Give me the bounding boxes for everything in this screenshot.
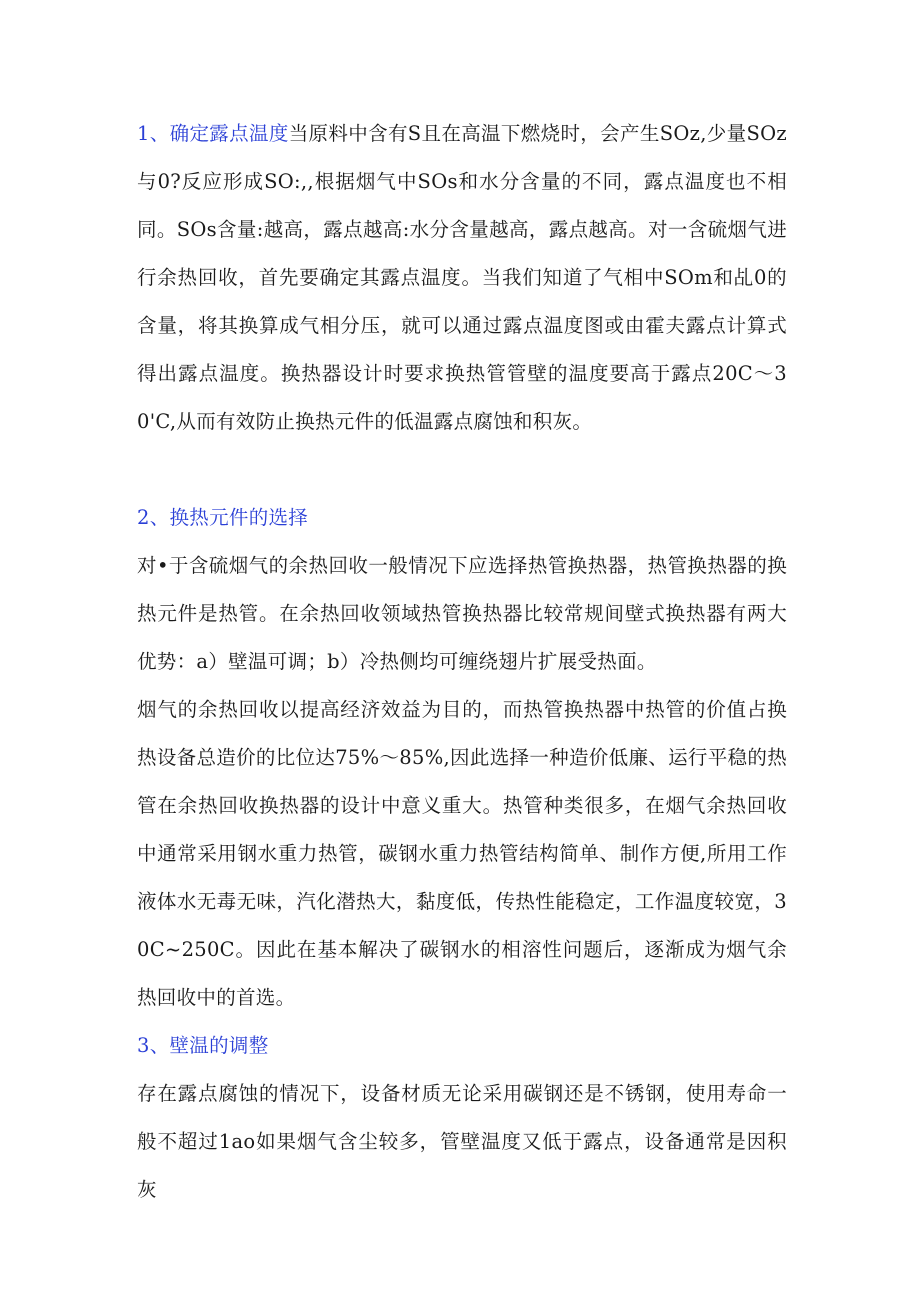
document-body	[137, 110, 787, 1214]
section-2-paragraph-2: 烟气的余热回收以提高经济效益为目的，而热管换热器中热管的价值占换热设备总造价的比位达75%〜85%,因此选择一种造价低廉、运行平稳的热管在余热回收换热器的设计中意义重大。热管种类很多，在烟气余热回收中通常采用钢水重力热管，碳钢水重力热管结构简单、制作方便,所用工作液体水无毒无味，汽化潜热大，黏度低，传热性能稳定，工作温度较宽，30C~250C。因此在基本解决了碳钢水的相溶性问题后，逐渐成为烟气余热回收中的首选。	[137, 698, 787, 1009]
section-3-heading: 3、壁温的调整	[137, 1034, 269, 1057]
section-1-paragraph	[137, 110, 787, 446]
section-1-heading: 1、确定露点温度	[137, 122, 289, 145]
section-3-paragraph: 存在露点腐蚀的情况下，设备材质无论采用碳钢还是不锈钢，使用寿命一般不超过1ao如果烟气含尘较多，管壁温度又低于露点，设备通常是因积灰	[137, 1082, 787, 1201]
section-1-text: 当原料中含有S且在高温下燃烧时，会产生SOz,少量SOz与0?反应形成SO:,,根据烟气中SOs和水分含量的不同，露点温度也不相同。SOs含量:越高，露点越高:水分含量越高，露点越高。对一含硫烟气进行余热回收，首先要确定其露点温度。当我们知道了气相中SOm和乩0的含量，将其换算成气相分压，就可以通过露点温度图或由霍夫露点计算式得出露点温度。换热器设计时要求换热管管壁的温度要高于露点20C〜30'C,从而有效防止换热元件的低温露点腐蚀和积灰。	[137, 122, 787, 433]
section-2-paragraph-1: 对•于含硫烟气的余热回收一般情况下应选择热管换热器，热管换热器的换热元件是热管。在余热回收领域热管换热器比较常规间壁式换热器有两大优势：a）壁温可调；b）冷热侧均可缠绕翅片扩展受热面。	[137, 554, 787, 673]
section-spacer	[137, 446, 787, 494]
section-2-heading: 2、换热元件的选择	[137, 506, 309, 529]
